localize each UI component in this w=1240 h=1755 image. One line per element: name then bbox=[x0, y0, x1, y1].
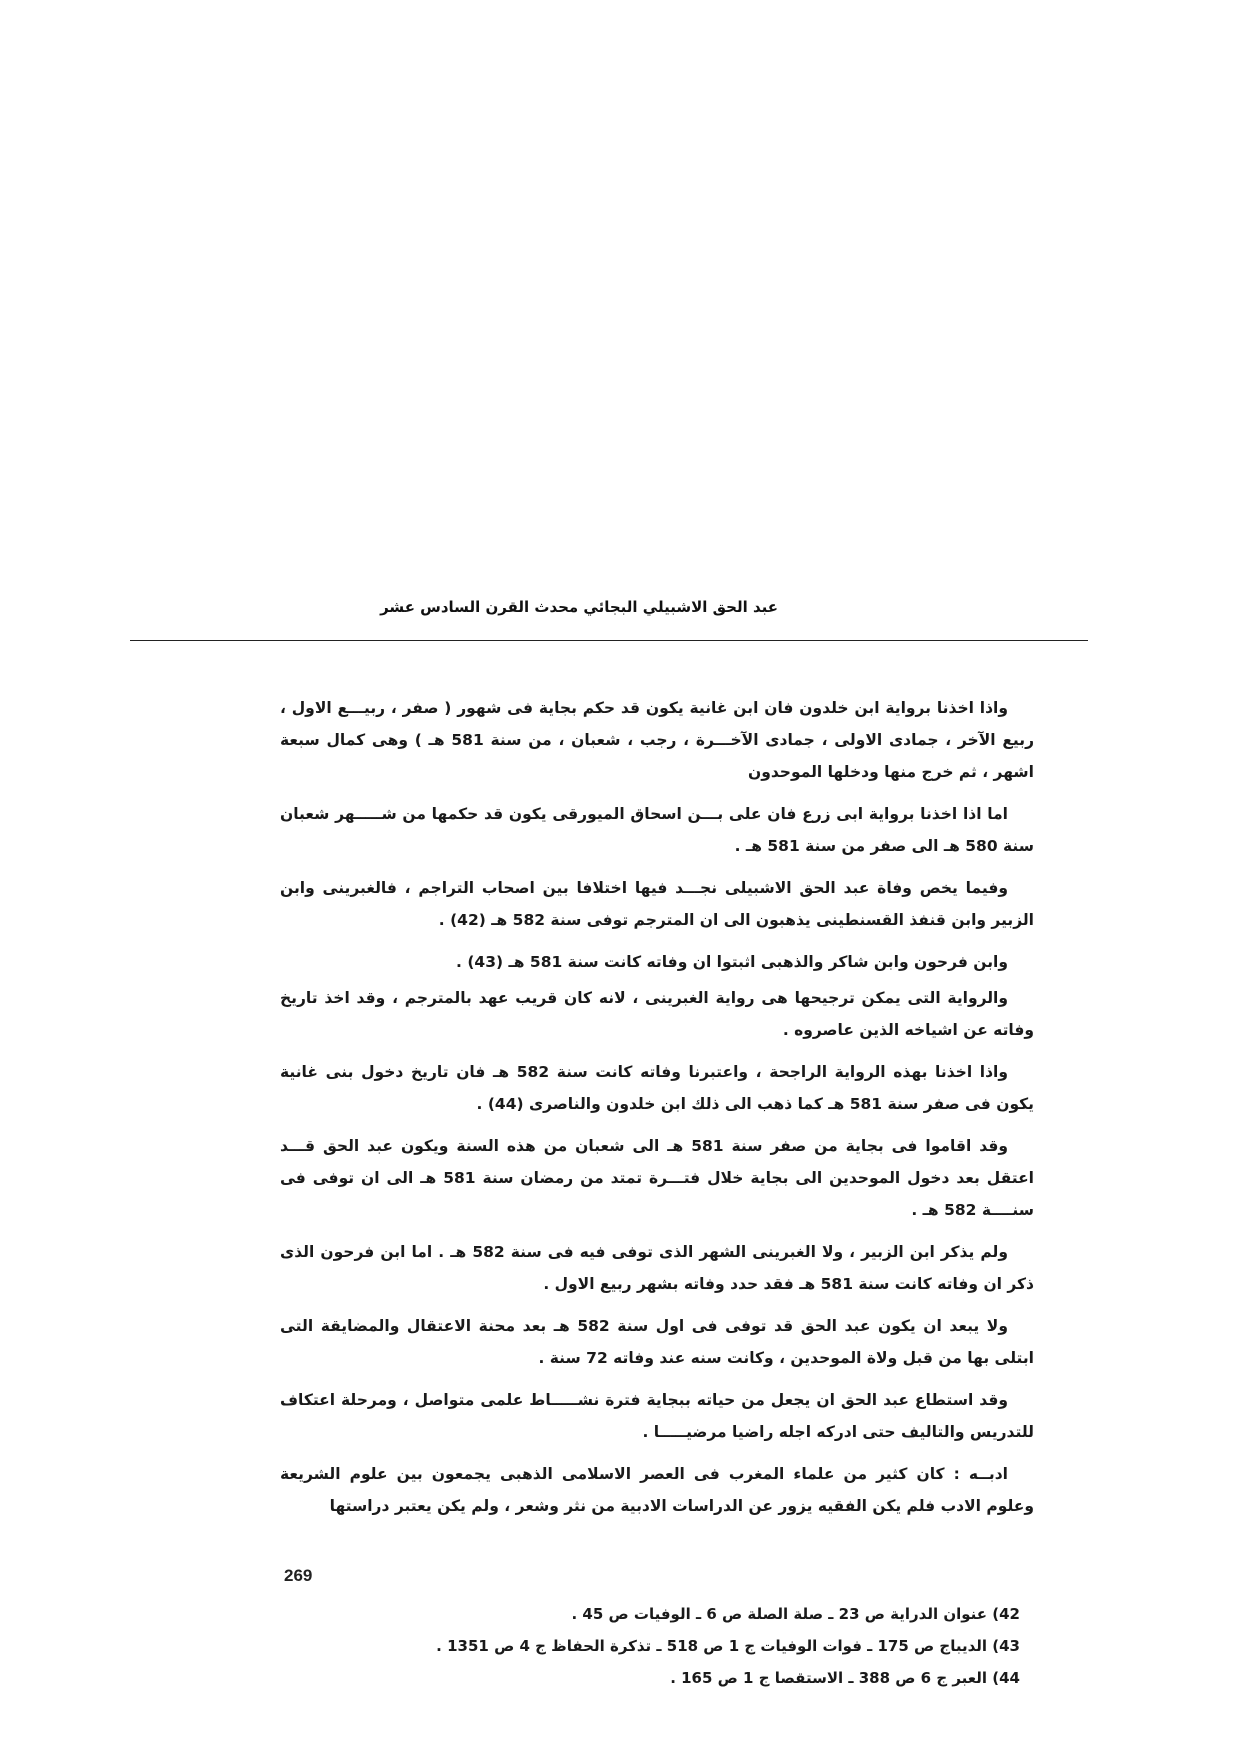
body-text bbox=[280, 692, 1034, 1532]
paragraph: ولم يذكر ابن الزبير ، ولا الغبرينى الشهر الذى توفى فيه فى سنة 582 هـ . اما ابن فرحون الذى ذكر ان وفاته كانت سنة 581 هـ فقد حدد وفاته بشهر ربيع الاول . bbox=[280, 1243, 1034, 1293]
paragraph: وفيما يخص وفاة عبد الحق الاشبيلى نجـــد فيها اختلافا بين اصحاب التراجم ، فالغبرينى وابن الزبير وابن قنفذ القسنطينى يذهبون الى ان المترجم توفى سنة 582 هـ (42) . bbox=[280, 879, 1034, 929]
footnote: 42) عنوان الدراية ص 23 ـ صلة الصلة ص 6 ـ الوفيات ص 45 . bbox=[571, 1605, 1020, 1623]
paragraph: وقد استطاع عبد الحق ان يجعل من حياته ببجاية فترة نشـــــاط علمى متواصل ، ومرحلة اعتكاف للتدريس والتاليف حتى ادركه اجله راضيا مرضيـــــا . bbox=[280, 1391, 1034, 1441]
paragraph: اما اذا اخذنا برواية ابى زرع فان على بـــن اسحاق الميورقى يكون قد حكمها من شـــــهر شعبان سنة 580 هـ الى صفر من سنة 581 هـ . bbox=[280, 805, 1034, 855]
footnote: 44) العبر ج 6 ص 388 ـ الاستقصا ج 1 ص 165 . bbox=[670, 1669, 1020, 1687]
footnote: 43) الديباج ص 175 ـ فوات الوفيات ج 1 ص 518 ـ تذكرة الحفاظ ج 4 ص 1351 . bbox=[436, 1637, 1020, 1655]
running-header-title: عبد الحق الاشبيلي البجائي محدث القرن السادس عشر bbox=[380, 598, 778, 616]
paragraph-adab bbox=[280, 1458, 1034, 1522]
paragraph: ولا يبعد ان يكون عبد الحق قد توفى فى اول سنة 582 هـ بعد محنة الاعتقال والمضايقة التى ابتلى بها من قبل ولاة الموحدين ، وكانت سنه عند وفاته 72 سنة . bbox=[280, 1317, 1034, 1367]
footnotes bbox=[290, 1598, 1020, 1694]
paragraph: واذا اخذنا برواية ابن خلدون فان ابن غانية يكون قد حكم بجاية فى شهور ( صفر ، ربيـــع الاول ، ربيع الآخر ، جمادى الاولى ، جمادى الآخـــرة ، رجب ، شعبان ، من سنة 581 هـ ) وهى كمال سبعة اشهر ، ثم خرج منها ودخلها الموحدون bbox=[280, 699, 1034, 781]
page-number: 269 bbox=[284, 1566, 313, 1585]
paragraph: وقد اقاموا فى بجاية من صفر سنة 581 هـ الى شعبان من هذه السنة ويكون عبد الحق قـــد اعتقل بعد دخول الموحدين الى بجاية خلال فتـــرة تمتد من رمضان سنة 581 هـ الى ان توفى فى سنــــة 582 هـ . bbox=[280, 1137, 1034, 1219]
paragraph: والرواية التى يمكن ترجيحها هى رواية الغبرينى ، لانه كان قريب عهد بالمترجم ، وقد اخذ تاريخ وفاته عن اشياخه الذين عاصروه . bbox=[280, 989, 1034, 1039]
paragraph: وابن فرحون وابن شاكر والذهبى اثبتوا ان وفاته كانت سنة 581 هـ (43) . bbox=[456, 953, 1008, 971]
section-text: كان كثير من علماء المغرب فى العصر الاسلامى الذهبى يجمعون بين علوم الشريعة وعلوم الادب فلم يكن الفقيه يزور عن الدراسات الادبية من نثر وشعر ، ولم يكن يعتبر دراستها bbox=[280, 1465, 1034, 1515]
section-lead: ادبــه : bbox=[953, 1465, 1008, 1483]
paragraph: واذا اخذنا بهذه الرواية الراجحة ، واعتبرنا وفاته كانت سنة 582 هـ فان تاريخ دخول بنى غانية يكون فى صفر سنة 581 هـ كما ذهب الى ذلك ابن خلدون والناصرى (44) . bbox=[280, 1063, 1034, 1113]
running-header bbox=[130, 598, 1088, 616]
header-rule bbox=[130, 640, 1088, 641]
